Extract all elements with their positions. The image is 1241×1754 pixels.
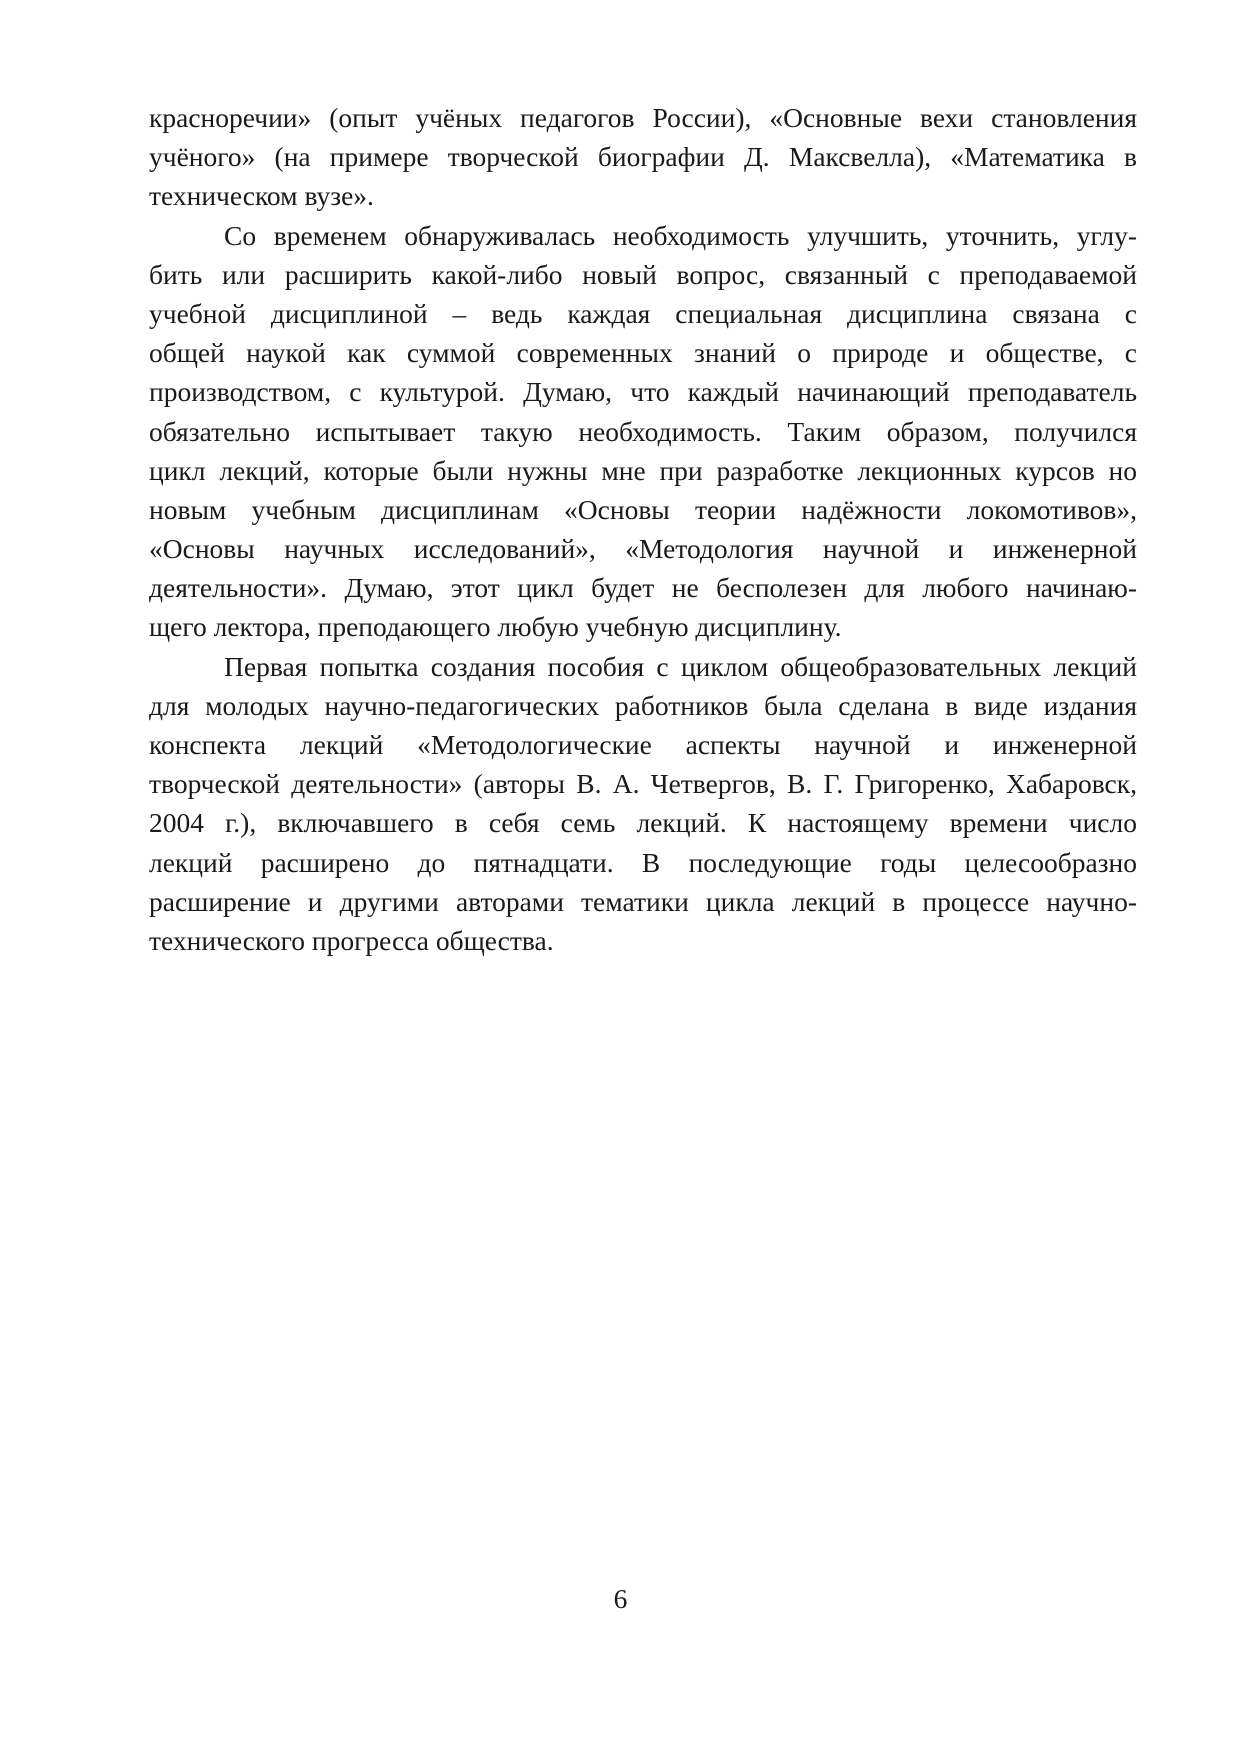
page-number: 6 (613, 1583, 628, 1614)
text-line: «Основы научных исследований», «Методология научной и инженерной (149, 533, 1137, 565)
text-line: цикл лекций, которые были нужны мне при разработке лекционных курсов но (149, 454, 1137, 486)
text-line: новым учебным дисциплинам «Основы теории надёжности локомотивов», (149, 493, 1137, 525)
text-line: лекций расширено до пятнадцати. В последующие годы целесообразно (149, 846, 1137, 878)
text-line: расширение и другими авторами тематики цикла лекций в процессе научно- (149, 885, 1137, 917)
text-line: конспекта лекций «Методологические аспекты научной и инженерной (149, 729, 1137, 760)
text-line: общей наукой как суммой современных знаний о природе и обществе, с (149, 337, 1137, 369)
text-line: бить или расширить какой-либо новый вопрос, связанный с преподаваемой (149, 258, 1137, 290)
paragraph-3 (149, 647, 1137, 961)
text-line: техническом вузе». (149, 180, 374, 212)
body-text (149, 98, 1137, 960)
paragraph-1 (149, 98, 1137, 216)
text-line: щего лектора, преподающего любую учебную дисциплину. (149, 611, 842, 643)
text-line: красноречии» (опыт учёных педагогов России), «Основные вехи становления (149, 102, 1137, 133)
text-line: Со временем обнаруживалась необходимость улучшить, уточнить, углу- (224, 219, 1137, 251)
text-line: деятельности». Думаю, этот цикл будет не бесполезен для любого начинаю- (149, 572, 1137, 604)
paragraph-2 (149, 216, 1137, 647)
text-line: учёного» (на примере творческой биографии Д. Максвелла), «Математика в (149, 141, 1137, 173)
text-line: учебной дисциплиной – ведь каждая специальная дисциплина связана с (149, 297, 1137, 329)
text-line: технического прогресса общества. (149, 924, 554, 956)
text-line: творческой деятельности» (авторы В. А. Четвергов, В. Г. Григоренко, Хабаровск, (149, 768, 1137, 800)
text-line: обязательно испытывает такую необходимость. Таким образом, получился (149, 415, 1137, 447)
text-line: 2004 г.), включавшего в себя семь лекций. К настоящему времени число (149, 807, 1137, 839)
text-line: для молодых научно-педагогических работников была сделана в виде издания (149, 689, 1137, 721)
text-line: производством, с культурой. Думаю, что каждый начинающий преподаватель (149, 376, 1137, 408)
text-line: Первая попытка создания пособия с циклом общеобразовательных лекций (224, 650, 1137, 682)
